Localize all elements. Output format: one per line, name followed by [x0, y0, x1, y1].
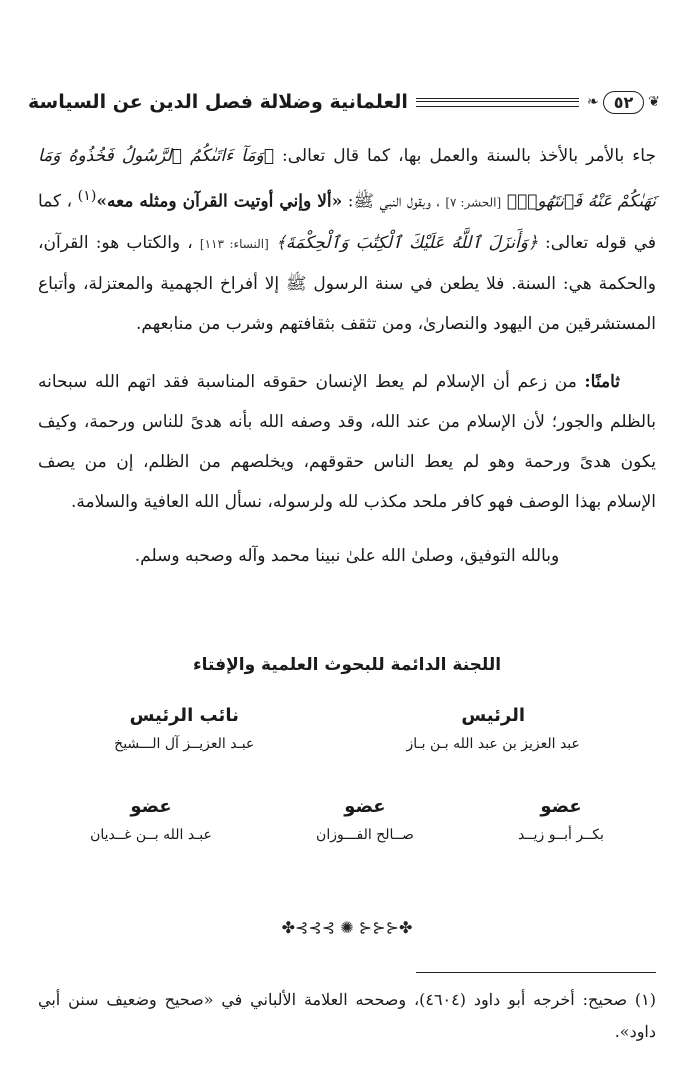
signature-name: عبـد الله بــن غــديان — [90, 827, 212, 843]
body-text — [38, 136, 656, 576]
signature-member — [518, 796, 604, 843]
verse-reference: [النساء: ١١٣] — [199, 236, 269, 251]
signatures-row-1 — [38, 705, 656, 752]
page-number-badge — [587, 91, 660, 114]
signature-name: بكــر أبــو زيــد — [518, 827, 604, 843]
running-title: العلمانية وضلالة فصل الدين عن السياسة — [28, 91, 408, 113]
signature-role: نائب الرئيس — [129, 705, 239, 726]
hadith-quote: «ألا وإني أوتيت القرآن ومثله معه» — [96, 191, 343, 212]
quran-verse: ﴿وَأَنزَلَ ٱللَّهُ عَلَيْكَ ٱلْكِتَٰبَ وَٱلْحِكْمَةَ﴾ — [275, 232, 538, 253]
floral-ornament-icon: ❧ — [587, 94, 599, 110]
signature-name: عبـد العزيــز آل الـــشيخ — [114, 736, 255, 752]
text-run: ، كما في قوله تعالى: — [38, 191, 657, 253]
quran-verse: ﴿وَمَآ ءَاتَىٰكُمُ ٱلرَّسُولُ فَخُذُوهُ وَمَا نَهَىٰكُمْ عَنْهُ فَٱنتَهُوا۟﴾ — [38, 146, 657, 212]
text-run: من زعم أن الإسلام لم يعط الإنسان حقوقه المناسبة فقد اتهم الله سبحانه بالظلم والجور؛ لأن الإسلام من عند الله، وقد وصفه الله بأنه هدىً للناس ورحمة، وكيف يكون هدىً ورحمة وهو لم يعط الناس حقوقهم، ويخلصهم من الظلم، إن من يصف الإسلام بهذا الوصف فهو كافر ملحد مكذب لله ولرسوله، نسأل الله العافية والسلامة. — [38, 371, 656, 512]
signature-member — [316, 796, 414, 843]
footnote-rule — [416, 972, 656, 973]
verse-reference: [الحشر: ٧] — [445, 195, 502, 210]
text-run: ، وبقول النبي ﷺ: — [342, 191, 440, 212]
signature-member — [90, 796, 212, 843]
text-run: جاء بالأمر بالأخذ بالسنة والعمل بها، كما قال تعالى: — [273, 146, 656, 166]
footnote: (١) صحيح: أخرجه أبو داود (٤٦٠٤)، وصححه العلامة الألباني في «صحيح وضعيف سنن أبي داود». — [38, 990, 656, 1041]
paragraph-1 — [38, 136, 656, 344]
section-divider-ornament: ✤⊰⊰⊰ ✺ ⊱⊱⊱✤ — [281, 918, 413, 937]
page-header — [28, 84, 660, 120]
signature-name: صــالح الفـــوزان — [316, 827, 414, 843]
header-rule — [416, 98, 579, 107]
floral-ornament-icon: ❦ — [648, 94, 660, 110]
committee-title: اللجنة الدائمة للبحوث العلمية والإفتاء — [192, 655, 502, 675]
signature-name: عبد العزيز بن عبد الله بـن بـاز — [406, 736, 580, 752]
signature-vice-chairman — [114, 705, 254, 752]
closing-line: وبالله التوفيق، وصلىٰ الله علىٰ نبينا محمد وآله وصحبه وسلم. — [134, 545, 560, 566]
page-number: ٥٢ — [603, 91, 645, 114]
signatures-row-2 — [38, 796, 656, 843]
signature-role: الرئيس — [461, 705, 526, 726]
footnote-marker: (١) — [77, 188, 97, 204]
text-run: ، والكتاب هو: القرآن، والحكمة هي: السنة. فلا يطعن في سنة الرسول ﷺ إلا أفراخ الجهمية والمعتزلة، وأتباع المستشرقين من اليهود والنصارىٰ، ومن تثقف بثقافتهم وشرب من منابعهم. — [38, 232, 656, 334]
signature-chairman — [407, 705, 580, 752]
section-lead: ثامنًا: — [584, 371, 620, 392]
signature-role: عضو — [344, 796, 386, 817]
signature-role: عضو — [540, 796, 582, 817]
signature-role: عضو — [130, 796, 172, 817]
paragraph-2 — [38, 362, 656, 522]
